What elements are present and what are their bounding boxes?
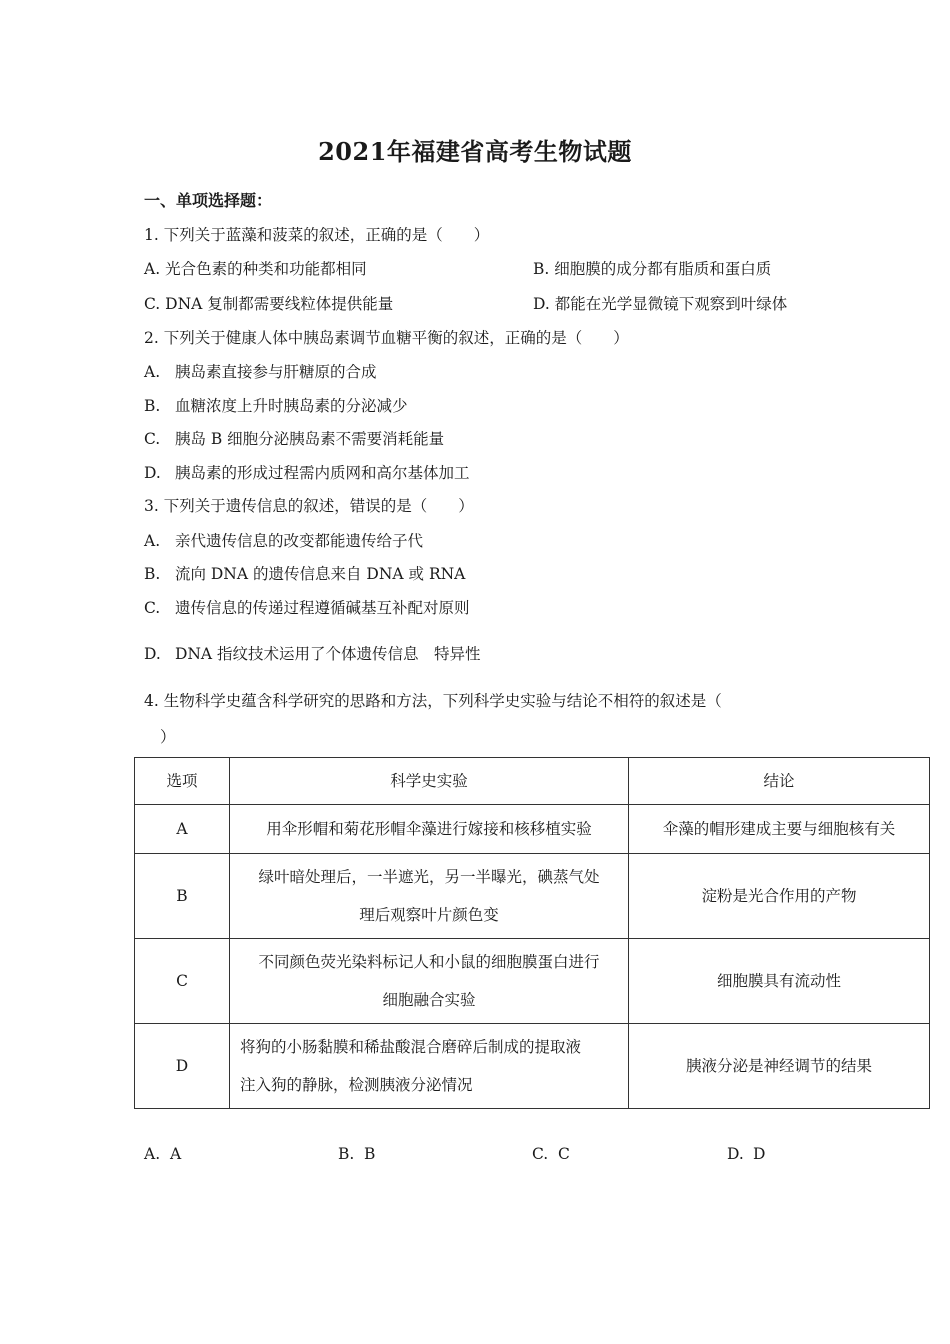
experiment-text-cont: 注入狗的静脉，检测胰液分泌情况 [240, 1076, 473, 1094]
table-row [135, 854, 930, 939]
option-text: 细胞膜的成分都有脂质和蛋白质 [554, 260, 772, 278]
row-conclusion: 淀粉是光合作用的产物 [629, 854, 930, 939]
option-label: B. [533, 260, 550, 278]
q3-option-a [144, 529, 423, 551]
experiment-text: 用伞形帽和菊花形帽伞藻进行嫁接和核移植实验 [266, 820, 592, 838]
row-experiment [230, 1024, 629, 1109]
q3-option-d [144, 642, 481, 664]
option-label: A. [144, 260, 161, 278]
option-text: 都能在光学显微镜下观察到叶绿体 [554, 295, 788, 313]
experiment-text-cont: 理后观察叶片颜色变 [359, 906, 499, 924]
science-history-table [134, 757, 930, 1109]
experiment-text: 将狗的小肠黏膜和稀盐酸混合磨碎后制成的提取液 [240, 1038, 582, 1056]
answer-option-c [532, 1145, 570, 1163]
q1-option-a [144, 257, 367, 279]
option-text: DNA 指纹技术运用了个体遗传信息 特异性 [174, 645, 481, 663]
q1-option-b [533, 257, 771, 279]
experiment-text: 绿叶暗处理后，一半遮光，另一半曝光，碘蒸气处 [258, 868, 600, 886]
q2-option-a [144, 360, 376, 382]
option-label: C. [144, 295, 161, 313]
option-label: C. [144, 599, 161, 617]
option-text: DNA 复制都需要线粒体提供能量 [165, 295, 394, 313]
option-text: 亲代遗传信息的改变都能遗传给子代 [174, 532, 423, 550]
question-4-stem: 4. 生物科学史蕴含科学研究的思路和方法，下列科学史实验与结论不相符的叙述是（ [144, 692, 722, 710]
q1-option-d [533, 292, 787, 314]
option-text: D [753, 1145, 766, 1163]
option-label: B. [144, 565, 161, 583]
option-label: D. [727, 1145, 744, 1163]
page-title: 2021年福建省高考生物试题 [318, 137, 632, 166]
option-label: D. [144, 464, 161, 482]
option-label: D. [533, 295, 550, 313]
q2-option-b [144, 394, 407, 416]
table-row [135, 939, 930, 1024]
option-text: 光合色素的种类和功能都相同 [165, 260, 367, 278]
option-label: D. [144, 645, 161, 663]
answer-option-d [727, 1145, 765, 1163]
option-text: 胰岛 B 细胞分泌胰岛素不需要消耗能量 [174, 430, 445, 448]
option-text: 流向 DNA 的遗传信息来自 DNA 或 RNA [174, 565, 466, 583]
q1-option-c [144, 292, 393, 314]
header-experiment: 科学史实验 [230, 758, 629, 805]
option-label: C. [144, 430, 161, 448]
option-label: A. [144, 532, 161, 550]
table-row [135, 805, 930, 854]
header-option: 选项 [135, 758, 230, 805]
option-label: B. [338, 1145, 355, 1163]
table-header-row [135, 758, 930, 805]
answer-option-a [144, 1145, 181, 1163]
option-text: B [364, 1145, 376, 1163]
option-label: B. [144, 397, 161, 415]
section-heading: 一、单项选择题： [144, 191, 273, 210]
table-row [135, 1024, 930, 1109]
row-experiment [230, 805, 629, 854]
question-3-stem: 3. 下列关于遗传信息的叙述，错误的是（ ） [144, 497, 474, 515]
experiment-text-cont: 细胞融合实验 [382, 991, 476, 1009]
q2-option-d [144, 461, 469, 483]
row-option: D [135, 1024, 230, 1109]
question-2-stem: 2. 下列关于健康人体中胰岛素调节血糖平衡的叙述，正确的是（ ） [144, 329, 629, 347]
option-label: A. [144, 1145, 161, 1163]
row-conclusion: 胰液分泌是神经调节的结果 [629, 1024, 930, 1109]
header-conclusion: 结论 [629, 758, 930, 805]
row-conclusion: 伞藻的帽形建成主要与细胞核有关 [629, 805, 930, 854]
row-option: B [135, 854, 230, 939]
row-option: A [135, 805, 230, 854]
question-1-stem: 1. 下列关于蓝藻和菠菜的叙述，正确的是（ ） [144, 226, 490, 244]
option-text: 胰岛素的形成过程需内质网和高尔基体加工 [174, 464, 470, 482]
option-label: C. [532, 1145, 549, 1163]
option-text: A [170, 1145, 182, 1163]
question-4-stem-cont: ） [160, 728, 176, 746]
option-text: C [558, 1145, 570, 1163]
option-text: 血糖浓度上升时胰岛素的分泌减少 [174, 397, 408, 415]
option-label: A. [144, 363, 161, 381]
row-experiment [230, 939, 629, 1024]
row-experiment [230, 854, 629, 939]
row-conclusion: 细胞膜具有流动性 [629, 939, 930, 1024]
option-text: 胰岛素直接参与肝糖原的合成 [174, 363, 377, 381]
option-text: 遗传信息的传递过程遵循碱基互补配对原则 [174, 599, 470, 617]
q3-option-c [144, 596, 469, 618]
q2-option-c [144, 427, 444, 449]
answer-option-b [338, 1145, 375, 1163]
row-option: C [135, 939, 230, 1024]
experiment-text: 不同颜色荧光染料标记人和小鼠的细胞膜蛋白进行 [258, 953, 600, 971]
q3-option-b [144, 562, 465, 584]
